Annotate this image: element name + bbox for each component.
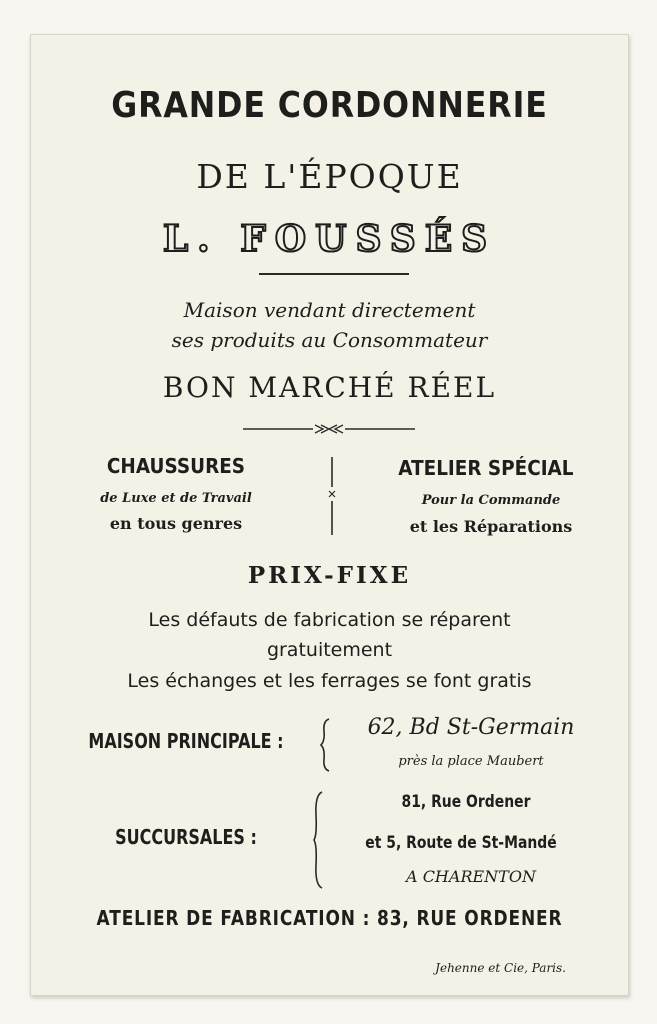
divider-rule: [259, 273, 409, 275]
left-column-sub: de Luxe et de Travail: [100, 491, 252, 506]
branch-address-2: et 5, Route de St-Mandé: [365, 833, 557, 853]
column-separator: [327, 457, 337, 537]
proprietor-name: L. FOUSSÉS: [162, 218, 497, 260]
branch-address-1: 81, Rue Ordener: [401, 792, 531, 812]
right-column-sub: Pour la Commande: [421, 493, 561, 508]
shop-subtitle: DE L'ÉPOQUE: [196, 157, 463, 196]
branch-place: A CHARENTON: [406, 867, 536, 886]
shop-title: GRANDE CORDONNERIE: [111, 85, 548, 126]
right-column-heading: ATELIER SPÉCIAL: [398, 456, 574, 480]
slogan: BON MARCHÉ RÉEL: [162, 371, 497, 404]
brace-main: [319, 717, 333, 773]
terms-line-1: Les défauts de fabrication se réparent: [148, 609, 511, 631]
main-house-address: 62, Bd St-Germain: [367, 715, 575, 740]
left-column-line: en tous genres: [109, 514, 243, 533]
brace-branches: [312, 790, 326, 890]
main-house-label: MAISON PRINCIPALE :: [88, 729, 284, 753]
main-house-note: près la place Maubert: [398, 754, 544, 769]
right-column-line: et les Réparations: [409, 517, 573, 536]
factory-address: ATELIER DE FABRICATION : 83, RUE ORDENER: [96, 906, 563, 930]
ornament-divider: [243, 424, 415, 434]
prix-fixe-heading: PRIX-FIXE: [247, 562, 412, 589]
terms-line-2: gratuitement: [266, 639, 393, 661]
printer-credit: Jehenne et Cie, Paris.: [435, 961, 566, 975]
intro-line-1: Maison vendant directement: [183, 298, 476, 322]
terms-line-3: Les échanges et les ferrages se font gratis: [127, 670, 532, 692]
branches-label: SUCCURSALES :: [115, 825, 257, 849]
left-column-heading: CHAUSSURES: [106, 454, 246, 478]
trade-card: [30, 34, 629, 996]
intro-line-2: ses produits au Consommateur: [171, 328, 488, 352]
